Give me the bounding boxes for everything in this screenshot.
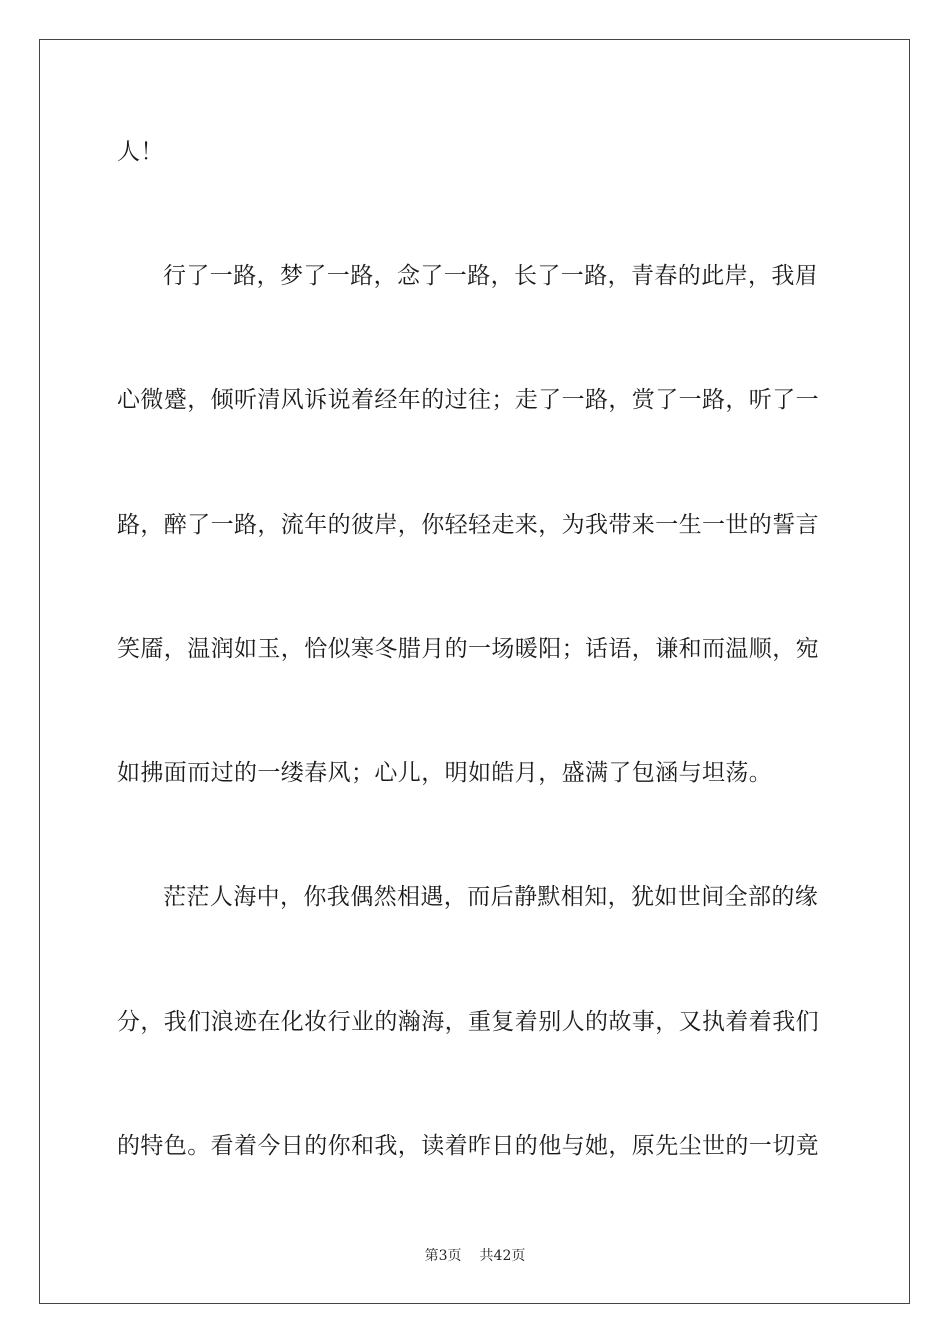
text-line: 心微蹙，倾听清风诉说着经年的过往；走了一路，赏了一路，听了一 (117, 387, 819, 413)
text-line: 路，醉了一路，流年的彼岸，你轻轻走来，为我带来一生一世的誓言 (117, 512, 819, 538)
paragraph-start-line: 茫茫人海中，你我偶然相遇，而后静默相知，犹如世间全部的缘 (163, 884, 819, 910)
page-number: 第3页 (424, 1248, 462, 1264)
paragraph-start-line: 行了一路，梦了一路，念了一路，长了一路，青春的此岸，我眉 (163, 263, 819, 289)
text-line: 人！ (117, 139, 164, 165)
page-footer (0, 1246, 950, 1266)
text-line: 如拂面而过的一缕春风；心儿，明如皓月，盛满了包涵与坦荡。 (117, 760, 773, 786)
page-total: 共42页 (479, 1248, 526, 1264)
text-line: 笑靥，温润如玉，恰似寒冬腊月的一场暖阳；话语，谦和而温顺，宛 (117, 636, 819, 662)
page-border (39, 39, 910, 1304)
text-line: 的特色。看着今日的你和我，读着昨日的他与她，原先尘世的一切竟 (117, 1133, 819, 1159)
text-line: 分，我们浪迹在化妆行业的瀚海，重复着别人的故事，又执着着我们 (117, 1009, 819, 1035)
